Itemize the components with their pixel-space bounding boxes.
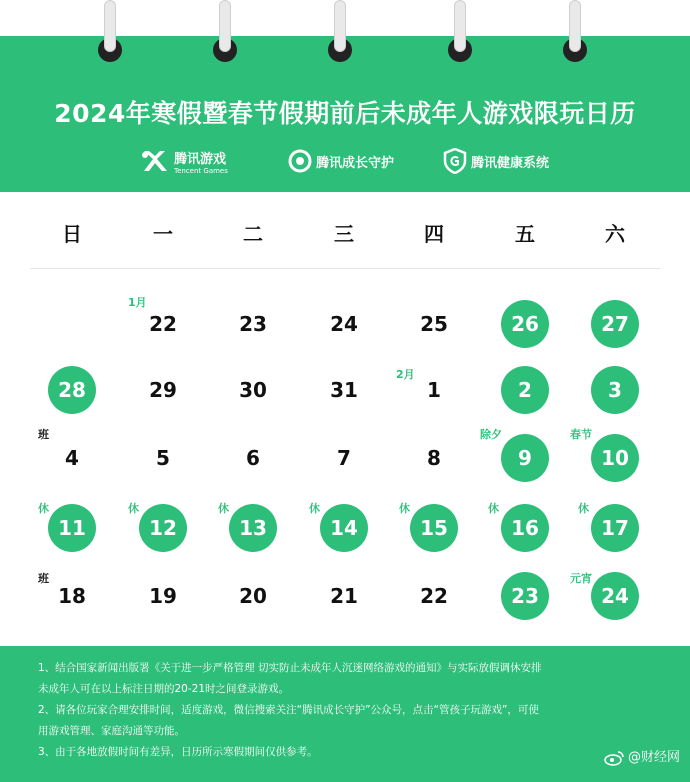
day-cell: 22 [420,584,448,608]
growth-guard-label: 腾讯成长守护 [316,155,395,171]
rest-tag: 休 [128,502,139,515]
day-cell-playable: 15 [410,504,458,552]
day-cell: 23 [239,312,267,336]
day-cell-playable: 9 [501,434,549,482]
day-cell: 19 [149,584,177,608]
workday-tag: 班 [38,428,49,441]
note-line: 用游戏管理、家庭沟通等功能。 [38,725,185,737]
rest-tag: 休 [399,502,410,515]
weekday-thu: 四 [424,222,444,246]
growth-guard-icon [288,149,312,173]
holiday-tag-new-year-eve: 除夕 [480,428,502,441]
tencent-games-icon [140,147,170,175]
logo-bar [0,146,690,176]
day-cell: 1 [427,378,441,402]
rest-tag: 休 [38,502,49,515]
page-title: 2024年寒假暨春节假期前后未成年人游戏限玩日历 [54,99,636,128]
rest-tag: 休 [488,502,499,515]
weekday-sun: 日 [62,222,82,246]
health-system-label: 腾讯健康系统 [471,155,550,171]
day-cell: 30 [239,378,267,402]
binder-ring [448,0,472,62]
note-line: 2、请各位玩家合理安排时间，适度游戏，微信搜索关注“腾讯成长守护”公众号，点击“管孩子玩游戏”，可使 [38,704,539,716]
tencent-games-logo [140,146,228,176]
day-cell: 5 [156,446,170,470]
day-cell-playable: 16 [501,504,549,552]
day-cell-playable: 14 [320,504,368,552]
holiday-tag-lantern: 元宵 [570,572,592,585]
weekday-sat: 六 [605,222,625,246]
binder-ring [98,0,122,62]
notes-footer [0,646,690,782]
note-line: 1、结合国家新闻出版署《关于进一步严格管理 切实防止未成年人沉迷网络游戏的通知》与实际放假调休安排 [38,662,542,674]
day-cell: 31 [330,378,358,402]
rest-tag: 休 [309,502,320,515]
day-cell-playable: 26 [501,300,549,348]
weekday-mon: 一 [153,222,173,246]
day-cell: 4 [65,446,79,470]
day-cell-playable: 2 [501,366,549,414]
day-cell-playable: 3 [591,366,639,414]
day-cell-playable: 24 [591,572,639,620]
month-tag-jan: 1月 [128,296,147,309]
weibo-icon [604,750,624,766]
weibo-watermark [604,747,680,768]
day-cell: 24 [330,312,358,336]
day-cell-playable: 13 [229,504,277,552]
day-cell-playable: 27 [591,300,639,348]
weekday-wed: 三 [334,222,354,246]
day-cell: 18 [58,584,86,608]
rest-tag: 休 [218,502,229,515]
month-tag-feb: 2月 [396,368,415,381]
tencent-games-en-label: Tencent Games [174,166,228,175]
day-cell-playable: 17 [591,504,639,552]
day-cell-playable: 28 [48,366,96,414]
binder-ring [328,0,352,62]
binder-ring [563,0,587,62]
day-cell: 20 [239,584,267,608]
day-cell-playable: 10 [591,434,639,482]
day-cell: 6 [246,446,260,470]
day-cell-playable: 12 [139,504,187,552]
day-cell: 7 [337,446,351,470]
day-cell-playable: 23 [501,572,549,620]
day-cell: 22 [149,312,177,336]
day-cell: 21 [330,584,358,608]
health-system-logo [443,146,549,176]
rest-tag: 休 [578,502,589,515]
day-cell: 29 [149,378,177,402]
watermark-label: @财经网 [627,750,680,765]
growth-guard-logo [288,146,394,176]
note-line: 未成年人可在以上标注日期的20-21时之间登录游戏。 [38,683,290,695]
workday-tag: 班 [38,572,49,585]
weekday-fri: 五 [515,222,535,246]
holiday-tag-spring-festival: 春节 [570,428,592,441]
tencent-games-label: 腾讯游戏 [174,151,227,167]
note-line: 3、由于各地放假时间有差异，日历所示寒假期间仅供参考。 [38,746,318,758]
divider [30,268,660,269]
day-cell: 25 [420,312,448,336]
day-cell: 8 [427,446,441,470]
weekday-tue: 二 [243,222,263,246]
shield-icon [443,148,467,174]
day-cell-playable: 11 [48,504,96,552]
binder-ring [213,0,237,62]
